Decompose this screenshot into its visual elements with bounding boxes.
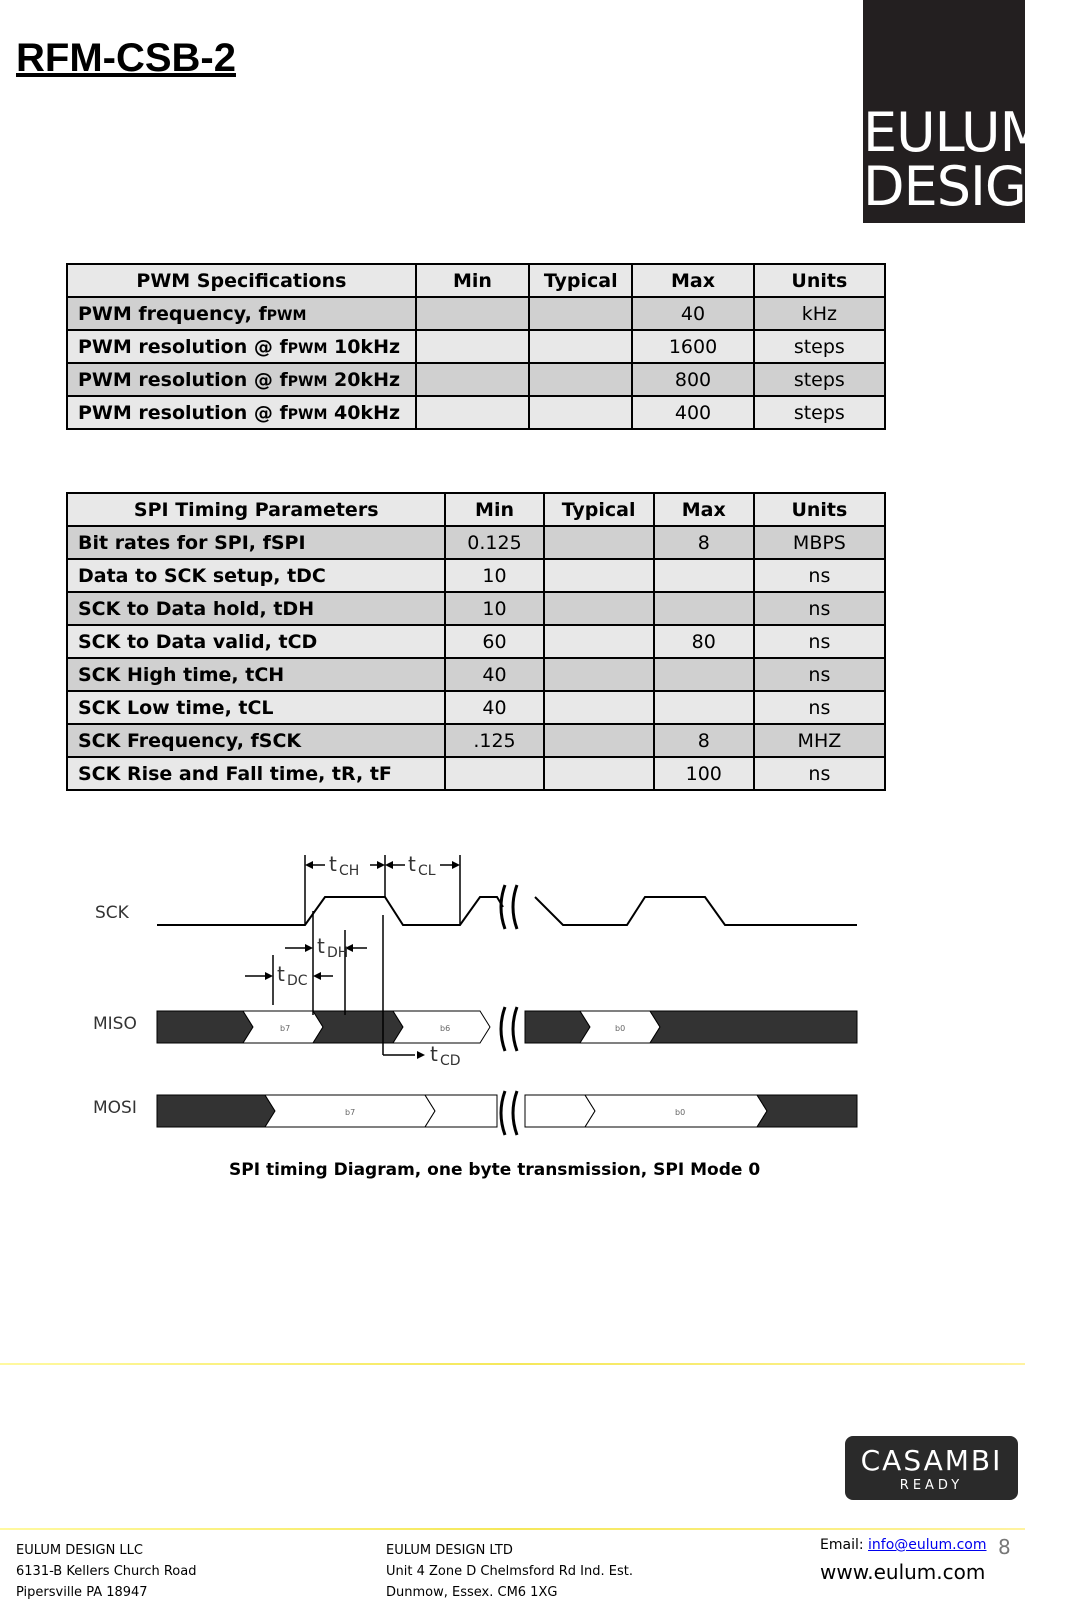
row-label: SCK to Data hold, tDH — [78, 597, 315, 620]
tdh-label-sub: DH — [327, 945, 349, 961]
table-header-row — [67, 493, 885, 526]
table-row — [67, 297, 885, 330]
min-cell — [416, 330, 529, 363]
typical-cell — [544, 592, 654, 625]
column-header: PWM Specifications — [67, 264, 416, 297]
typical-cell — [529, 297, 632, 330]
mosi-bit-6 — [425, 1095, 497, 1127]
parameter-cell — [67, 396, 416, 429]
table-row — [67, 363, 885, 396]
signal-label-mosi: MOSI — [93, 1098, 137, 1118]
column-header: SPI Timing Parameters — [67, 493, 445, 526]
typical-cell — [544, 625, 654, 658]
miso-between — [313, 1011, 403, 1043]
column-header: Max — [632, 264, 753, 297]
footer-us-line: Pipersville PA 18947 — [16, 1585, 148, 1600]
mosi-bit-1 — [525, 1095, 595, 1127]
pwm-specifications-table — [66, 263, 886, 430]
units-cell: ns — [754, 559, 885, 592]
table-row — [67, 724, 885, 757]
table-row — [67, 658, 885, 691]
tcl-label: t — [408, 852, 416, 876]
min-cell — [445, 757, 543, 790]
max-cell: 1600 — [632, 330, 753, 363]
table-row — [67, 592, 885, 625]
miso-bit-label: b6 — [440, 1024, 451, 1033]
tch-label-sub: CH — [339, 863, 360, 879]
footer-us-line: 6131-B Kellers Church Road — [16, 1564, 197, 1579]
row-label-subscript: PWM — [287, 373, 328, 390]
mosi-bit-label: b0 — [675, 1108, 686, 1117]
typical-cell — [544, 691, 654, 724]
max-cell: 80 — [654, 625, 754, 658]
column-header: Max — [654, 493, 754, 526]
mosi-break-icon — [501, 1091, 517, 1135]
row-label: PWM resolution @ f — [78, 335, 288, 358]
min-cell — [416, 297, 529, 330]
diagram-caption: SPI timing Diagram, one byte transmission, SPI Mode 0 — [229, 1160, 761, 1180]
typical-cell — [529, 396, 632, 429]
table-row — [67, 559, 885, 592]
tcl-label-sub: CL — [418, 863, 436, 879]
footer-website: www.eulum.com — [820, 1560, 986, 1584]
tch-label: t — [329, 852, 337, 876]
table-header-row — [67, 264, 885, 297]
signal-label-sck: SCK — [95, 903, 129, 923]
units-cell: ns — [754, 658, 885, 691]
table-row — [67, 330, 885, 363]
table-row — [67, 757, 885, 790]
tdc-label-sub: DC — [287, 973, 308, 989]
footer-uk-line: Dunmow, Essex. CM6 1XG — [386, 1585, 558, 1600]
typical-cell — [529, 363, 632, 396]
row-label-subscript: PWM — [287, 340, 328, 357]
email-link[interactable]: info@eulum.com — [868, 1537, 987, 1553]
units-cell: steps — [754, 396, 885, 429]
sck-break-icon — [501, 885, 517, 929]
parameter-cell — [67, 658, 445, 691]
row-label: SCK Frequency, fSCK — [78, 729, 302, 752]
row-label: SCK High time, tCH — [78, 663, 285, 686]
min-cell: 40 — [445, 691, 543, 724]
row-label-subscript: PWM — [266, 307, 307, 324]
footer-uk-address — [386, 1540, 633, 1603]
parameter-cell — [67, 526, 445, 559]
parameter-cell — [67, 363, 416, 396]
column-header: Typical — [529, 264, 632, 297]
parameter-cell — [67, 757, 445, 790]
tdh-label: t — [317, 934, 325, 958]
min-cell: .125 — [445, 724, 543, 757]
max-cell: 8 — [654, 724, 754, 757]
casambi-badge-title: CASAMBI — [860, 1444, 1003, 1477]
footer-divider-top — [0, 1363, 1025, 1365]
max-cell: 800 — [632, 363, 753, 396]
casambi-badge-subtitle: READY — [899, 1478, 964, 1493]
footer-uk-line: Unit 4 Zone D Chelmsford Rd Ind. Est. — [386, 1564, 633, 1579]
footer-divider — [0, 1528, 1025, 1530]
footer-email — [820, 1537, 987, 1553]
row-label: PWM resolution @ f — [78, 368, 288, 391]
row-label: Bit rates for SPI, fSPI — [78, 531, 306, 554]
email-label: Email: — [820, 1537, 864, 1553]
row-label: SCK Low time, tCL — [78, 696, 274, 719]
max-cell: 100 — [654, 757, 754, 790]
min-cell — [416, 396, 529, 429]
casambi-ready-badge — [845, 1436, 1018, 1500]
logo-line-2: DESIGN — [863, 155, 1065, 218]
units-cell: kHz — [754, 297, 885, 330]
spi-timing-diagram — [85, 852, 865, 1130]
typical-cell — [544, 658, 654, 691]
page-title: RFM-CSB-2 — [16, 36, 236, 80]
tcd-arrow — [417, 1051, 425, 1059]
max-cell: 400 — [632, 396, 753, 429]
min-cell — [416, 363, 529, 396]
eulum-design-logo — [863, 0, 1065, 223]
row-label: SCK Rise and Fall time, tR, tF — [78, 762, 392, 785]
units-cell: ns — [754, 757, 885, 790]
parameter-cell — [67, 625, 445, 658]
table-row — [67, 691, 885, 724]
page-number: 8 — [998, 1535, 1011, 1559]
miso-bit-label: b7 — [280, 1024, 291, 1033]
units-cell: ns — [754, 592, 885, 625]
parameter-cell — [67, 559, 445, 592]
row-label: Data to SCK setup, tDC — [78, 564, 326, 587]
column-header: Units — [754, 264, 885, 297]
max-cell — [654, 691, 754, 724]
footer-us-line: EULUM DESIGN LLC — [16, 1543, 143, 1558]
units-cell: ns — [754, 691, 885, 724]
row-label-suffix: 10kHz — [327, 335, 401, 358]
units-cell: steps — [754, 330, 885, 363]
tcd-label-sub: CD — [440, 1053, 461, 1069]
footer-us-address — [16, 1540, 196, 1603]
row-label: PWM frequency, f — [78, 302, 267, 325]
typical-cell — [544, 526, 654, 559]
table-row — [67, 625, 885, 658]
column-header: Min — [445, 493, 543, 526]
row-label: SCK to Data valid, tCD — [78, 630, 318, 653]
miso-break-icon — [501, 1007, 517, 1051]
parameter-cell — [67, 592, 445, 625]
max-cell — [654, 592, 754, 625]
min-cell: 0.125 — [445, 526, 543, 559]
typical-cell — [544, 757, 654, 790]
spi-timing-table — [66, 492, 886, 791]
min-cell: 10 — [445, 592, 543, 625]
min-cell: 60 — [445, 625, 543, 658]
row-label: PWM resolution @ f — [78, 401, 288, 424]
units-cell: MBPS — [754, 526, 885, 559]
footer-uk-line: EULUM DESIGN LTD — [386, 1543, 513, 1558]
column-header: Min — [416, 264, 529, 297]
row-label-suffix: 20kHz — [327, 368, 401, 391]
sck-waveform — [157, 897, 503, 925]
miso-mid — [525, 1011, 590, 1043]
signal-label-miso: MISO — [93, 1014, 137, 1034]
units-cell: steps — [754, 363, 885, 396]
parameter-cell — [67, 330, 416, 363]
table-row — [67, 526, 885, 559]
mosi-idle — [157, 1095, 275, 1127]
parameter-cell — [67, 691, 445, 724]
max-cell — [654, 658, 754, 691]
typical-cell — [544, 724, 654, 757]
miso-end — [650, 1011, 857, 1043]
units-cell: MHZ — [754, 724, 885, 757]
logo-line-1: EULUM — [863, 101, 1046, 164]
miso-bit-label: b0 — [615, 1024, 626, 1033]
column-header: Typical — [544, 493, 654, 526]
row-label-suffix: 40kHz — [327, 401, 401, 424]
parameter-cell — [67, 297, 416, 330]
units-cell: ns — [754, 625, 885, 658]
typical-cell — [544, 559, 654, 592]
max-cell: 8 — [654, 526, 754, 559]
min-cell: 10 — [445, 559, 543, 592]
min-cell: 40 — [445, 658, 543, 691]
max-cell — [654, 559, 754, 592]
column-header: Units — [754, 493, 885, 526]
row-label-subscript: PWM — [287, 406, 328, 423]
table-row — [67, 396, 885, 429]
mosi-bit-label: b7 — [345, 1108, 356, 1117]
tdc-label: t — [277, 962, 285, 986]
max-cell: 40 — [632, 297, 753, 330]
mosi-end — [757, 1095, 857, 1127]
sck-waveform-2 — [535, 897, 857, 925]
typical-cell — [529, 330, 632, 363]
miso-idle — [157, 1011, 253, 1043]
tcd-label: t — [430, 1042, 438, 1066]
parameter-cell — [67, 724, 445, 757]
